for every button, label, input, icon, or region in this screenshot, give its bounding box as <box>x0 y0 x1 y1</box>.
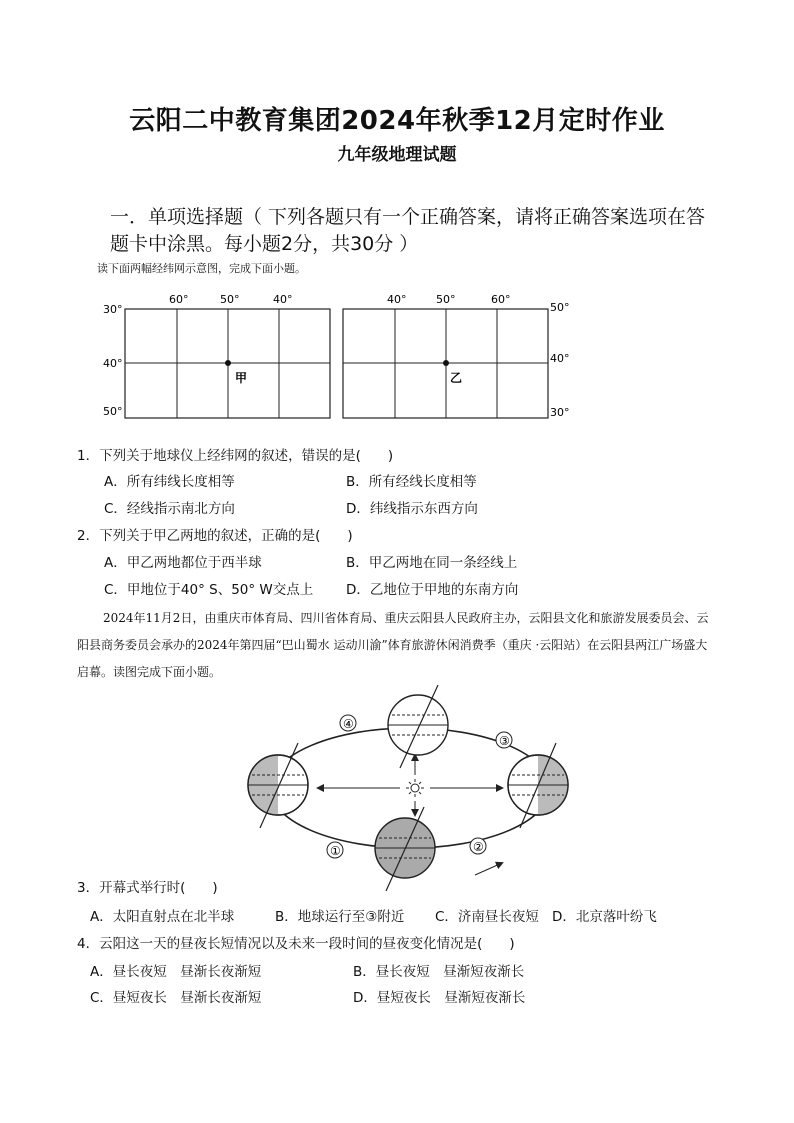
intro-text: 读下面两幅经纬网示意图，完成下面小题。 <box>97 262 306 275</box>
point-yi-label: 乙 <box>450 371 463 385</box>
grid-left <box>103 293 330 418</box>
page-subtitle: 九年级地理试题 <box>337 145 457 165</box>
question-1-option-d: D．纬线指示东西方向 <box>346 501 478 517</box>
grid-right-side-0: 50° <box>550 301 570 314</box>
question-1-option-b: B．所有经线长度相等 <box>346 474 477 490</box>
question-3-option-a: A．太阳直射点在北半球 <box>90 909 235 925</box>
question-3-option-d: D．北京落叶纷飞 <box>552 909 657 925</box>
grid-left-top-0: 60° <box>169 293 189 306</box>
question-2-option-d: D．乙地位于甲地的东南方向 <box>346 582 519 598</box>
context-paragraph: 2024年11月2日，由重庆市体育局、四川省体育局、重庆云阳县人民政府主办，云阳县文化和旅游发展委员会、云阳县商务委员会承办的2024年第四届“巴山蜀水 运动川渝”体育旅游休闲消费季（重庆 ·云阳站）在云阳县两江广场盛大启幕。读图完成下面小题。 <box>77 611 709 679</box>
grid-right-top-2: 60° <box>491 293 511 306</box>
grid-left-side-1: 40° <box>103 357 123 370</box>
question-2-option-b: B．甲乙两地在同一条经线上 <box>346 555 518 571</box>
grid-left-top-1: 50° <box>220 293 240 306</box>
grid-left-side-2: 50° <box>103 405 123 418</box>
grid-right-side-2: 30° <box>550 406 570 419</box>
globe-top <box>388 685 448 768</box>
grid-right <box>343 293 570 419</box>
grid-right-side-1: 40° <box>550 352 570 365</box>
grid-right-top-1: 50° <box>436 293 456 306</box>
earth-orbit-diagram <box>240 683 580 893</box>
globe-bottom <box>375 807 435 891</box>
sun-icon <box>406 779 424 797</box>
point-jia-marker <box>225 360 231 366</box>
question-4-option-a: A．昼长夜短 昼渐长夜渐短 <box>90 964 262 980</box>
question-2-stem: 2．下列关于甲乙两地的叙述，正确的是( ) <box>77 528 353 544</box>
question-3-stem: 3．开幕式举行时( ) <box>77 880 218 896</box>
point-yi-marker <box>443 360 449 366</box>
question-2-option-c: C．甲地位于40° S、50° W交点上 <box>104 582 314 598</box>
grid-left-side-0: 30° <box>103 303 123 316</box>
orbit-label-2: ② <box>473 840 484 854</box>
question-4-option-b: B．昼长夜短 昼渐短夜渐长 <box>353 964 525 980</box>
question-1-option-a: A．所有纬线长度相等 <box>104 474 235 490</box>
question-3-option-b: B．地球运行至③附近 <box>275 909 405 925</box>
orbit-label-1: ① <box>330 844 341 858</box>
grid-left-top-2: 40° <box>273 293 293 306</box>
question-2-option-a: A．甲乙两地都位于西半球 <box>104 555 262 571</box>
lat-long-grids <box>95 290 575 425</box>
question-3-option-c: C．济南昼长夜短 <box>435 909 539 925</box>
question-4-option-c: C．昼短夜长 昼渐长夜渐短 <box>90 990 262 1006</box>
page-title: 云阳二中教育集团2024年秋季12月定时作业 <box>129 106 665 136</box>
orbit-label-4: ④ <box>343 717 354 731</box>
question-1-option-c: C．经线指示南北方向 <box>104 501 235 517</box>
question-4-stem: 4．云阳这一天的昼夜长短情况以及未来一段时间的昼夜变化情况是( ) <box>77 936 515 952</box>
section-heading: 一．单项选择题（ 下列各题只有一个正确答案，请将正确答案选项在答题卡中涂黑。每小题2分，共30分 ） <box>110 206 706 255</box>
orbit-label-3: ③ <box>499 734 510 748</box>
grid-right-top-0: 40° <box>387 293 407 306</box>
globe-right <box>508 743 568 828</box>
globe-left <box>248 743 308 828</box>
question-4-option-d: D．昼短夜长 昼渐短夜渐长 <box>353 990 526 1006</box>
question-1-stem: 1．下列关于地球仪上经纬网的叙述，错误的是( ) <box>77 448 394 464</box>
revolution-direction-arrow <box>475 863 502 875</box>
point-jia-label: 甲 <box>235 371 248 385</box>
